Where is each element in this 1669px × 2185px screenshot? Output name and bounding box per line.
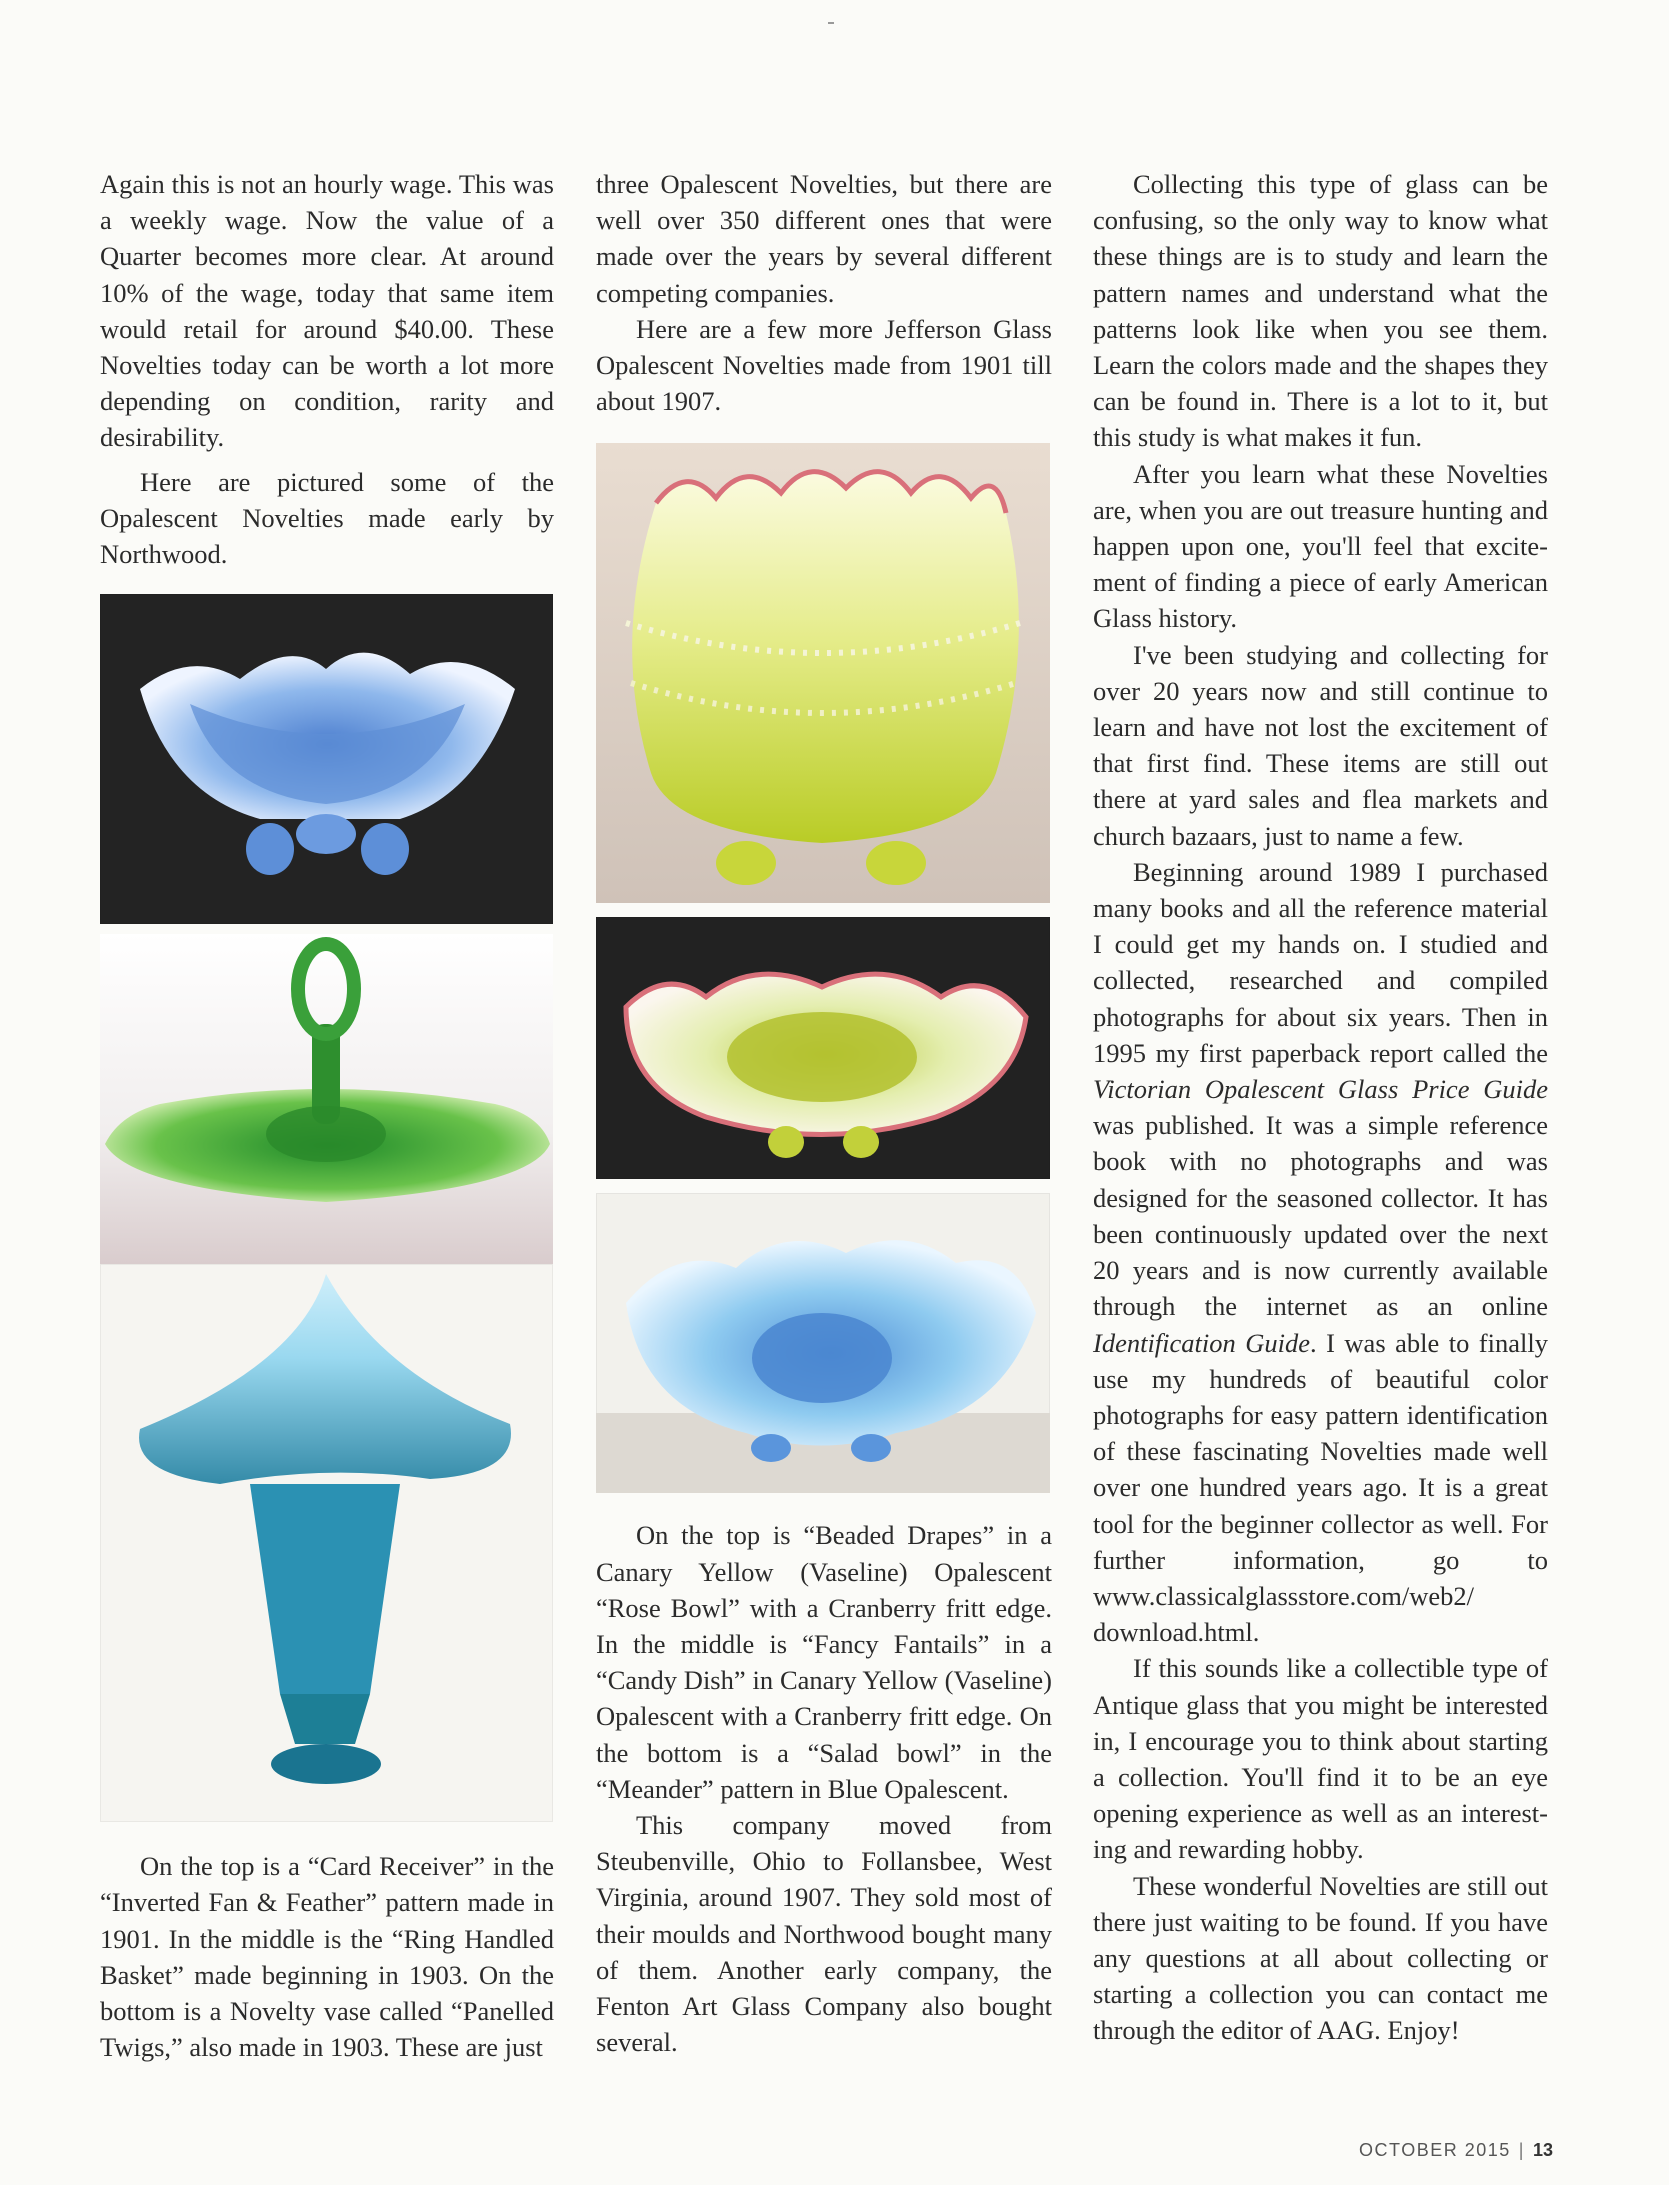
col3-p4-part-a: Beginning around 1989 I purchased many books and all the reference material I could get my hands on. I studied and collected, researched and compiled photographs for about six years. Then in 1995 my first paperback report called the xyxy=(1093,856,1548,1068)
col1-paragraph-1: Again this is not an hourly wage. This was a weekly wage. Now the value of a Quarter becomes more clear. At around 10% of the wage, today that same item would retail for around $40.00. These Novelties today can be worth a lot more depending on condition, rarity and desirability. xyxy=(100,169,554,453)
photo-beaded-drapes-rose-bowl xyxy=(596,443,1050,903)
photo-panelled-twigs-vase xyxy=(100,1264,553,1822)
col3-p4-part-c: . I was able to finally use my hundreds of beautiful color photographs for easy pattern identification of these fascinating Novelties made well over one hundred years ago. It is a great tool for the beginner collector as well. For further information, go to www.classicalglassstore.com/web2/ download.html. xyxy=(1093,1327,1548,1648)
photo-card-receiver xyxy=(100,594,553,924)
column-1 xyxy=(100,166,554,2065)
photo-ring-handled-basket xyxy=(100,934,553,1264)
column-3 xyxy=(1093,166,1548,2049)
guide-title: Identification Guide xyxy=(1093,1327,1311,1358)
col3-paragraph-6: These wonderful Novelties are still out there just waiting to be found. If you have any questions at all about collecting or starting a collection you can contact me through the editor of AAG. Enjoy! xyxy=(1093,1870,1548,2046)
issue-date: OCTOBER 2015 xyxy=(1359,2140,1511,2160)
col1-paragraph-2: Here are pictured some of the Opalescent Novelties made early by Northwood. xyxy=(100,466,554,570)
col2-paragraph-3: This company moved from Steubenville, Ohio to Follansbee, West Virginia, around 1907. They sold most of their moulds and Northwood bought many of them. Another early company, the Fenton Art Glass Company also bought several. xyxy=(596,1810,1052,2058)
column-2 xyxy=(596,166,1052,2060)
col3-paragraph-4 xyxy=(1093,854,1548,1650)
book-title: Victorian Opalescent Glass Price Guide xyxy=(1093,1074,1548,1105)
col1-photo-caption: On the top is a “Card Receiver” in the “Inverted Fan & Feather” pattern made in 1901. In the middle is the “Ring Handled Basket” made beginning in 1903. On the bottom is a Novelty vase called “Panelled Twigs,” also made in 1903. These are just xyxy=(100,1851,554,2063)
col3-paragraph-3: I've been studying and collecting for over 20 years now and still continue to learn and have not lost the excitement of that first find. These items are still out there at yard sales and flea markets and church bazaars, just to name a few. xyxy=(1093,639,1548,851)
page-tick xyxy=(828,22,834,24)
photo-fancy-fantails-candy-dish xyxy=(596,917,1050,1179)
page-number: 13 xyxy=(1532,2140,1553,2160)
footer-divider: | xyxy=(1518,2140,1525,2160)
photo-meander-salad-bowl xyxy=(596,1193,1050,1493)
col3-p4-part-b: was published. It was a simple reference book with no photographs and was designed for the seasoned collector. It has been continuously updated over the next 20 years and is now currently available through the internet as an online xyxy=(1093,1110,1548,1322)
col3-paragraph-1: Collecting this type of glass can be confusing, so the only way to know what these things are is to study and learn the pattern names and understand what the patterns look like when you see them. Learn the colors made and the shapes they can be found in. There is a lot to it, but this study is what makes it fun. xyxy=(1093,169,1548,453)
col2-photo-caption: On the top is “Beaded Drapes” in a Canary Yellow (Vaseline) Opalescent “Rose Bowl” with a Cranberry fritt edge. In the middle is “Fancy Fantails” in a “Candy Dish” in Canary Yellow (Vaseline) Opalescent with a Cranberry fritt edge. On the bottom is a “Salad bowl” in the “Meander” pattern in Blue Opalescent. xyxy=(596,1520,1052,1804)
col3-paragraph-5: If this sounds like a collectible type of Antique glass that you might be interested in, I encourage you to think about starting a collection. You'll find it to be an eye opening experience as well as an interesting and rewarding hobby. xyxy=(1093,1653,1548,1865)
col3-paragraph-2: After you learn what these Novelties are, when you are out treasure hunting and happen upon one, you'll feel that excitement of finding a piece of early American Glass history. xyxy=(1093,458,1548,634)
page-footer xyxy=(1359,2140,1553,2161)
col2-paragraph-2: Here are a few more Jefferson Glass Opalescent Novelties made from 1901 till about 1907. xyxy=(596,313,1052,417)
col2-paragraph-1: three Opalescent Novelties, but there are well over 350 different ones that were made over the years by several different competing companies. xyxy=(596,169,1052,308)
